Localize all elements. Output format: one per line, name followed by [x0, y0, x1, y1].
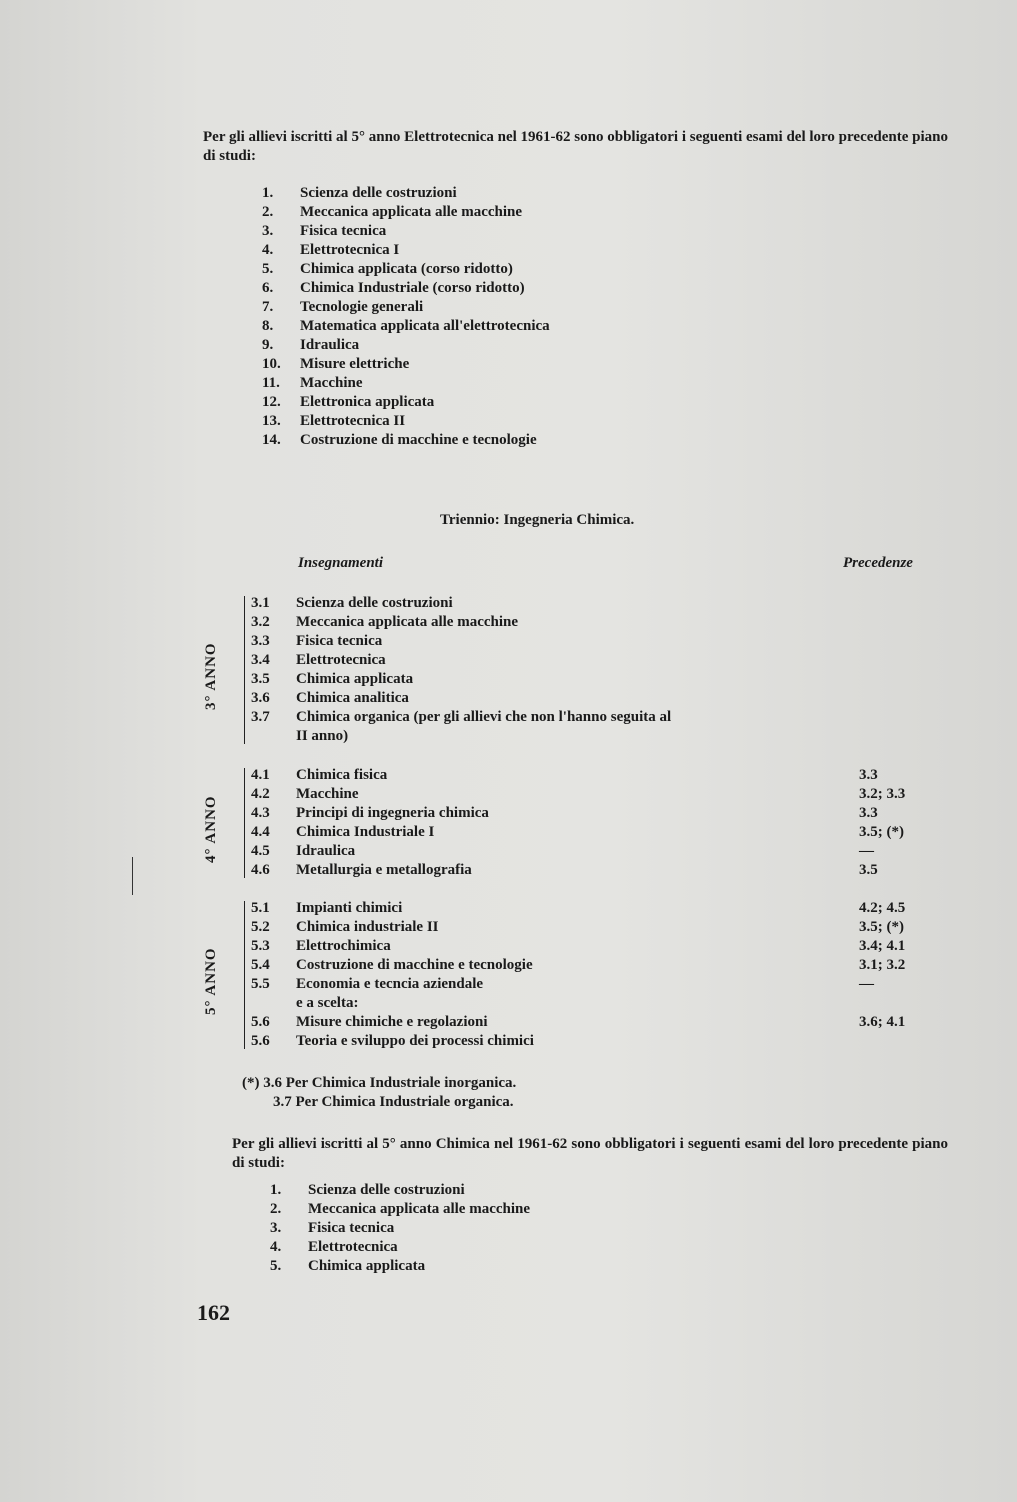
course-code: 3.4 — [251, 652, 270, 668]
course-code: 3.6 — [251, 690, 270, 706]
course-subject: Impianti chimici — [296, 900, 403, 916]
course-subject: Teoria e sviluppo dei processi chimici — [296, 1033, 534, 1049]
course-code: 5.6 — [251, 1033, 270, 1049]
year-brace — [244, 901, 245, 1049]
course-precedence: 3.5; (*) — [859, 919, 904, 935]
course-code: 5.1 — [251, 900, 270, 916]
required-exams-list-electrotechnics — [262, 184, 550, 450]
list-item-text: Tecnologie generali — [300, 299, 424, 315]
list-item — [262, 393, 550, 412]
course-precedence: 3.1; 3.2 — [859, 957, 906, 973]
course-subject: Chimica organica (per gli allievi che non l'hanno seguita al — [296, 709, 672, 725]
course-precedence: 3.5 — [859, 862, 878, 878]
course-subject: Chimica industriale II — [296, 919, 439, 935]
list-item — [262, 298, 550, 317]
list-item — [262, 203, 550, 222]
course-code: 3.5 — [251, 671, 270, 687]
list-item-number: 5. — [270, 1258, 282, 1274]
list-item-text: Misure elettriche — [300, 356, 410, 372]
course-code: 4.5 — [251, 843, 270, 859]
list-item-text: Chimica applicata (corso ridotto) — [300, 261, 513, 277]
course-precedence: 3.2; 3.3 — [859, 786, 906, 802]
course-code: 4.1 — [251, 767, 270, 783]
list-item-number: 11. — [262, 375, 280, 391]
list-item-number: 8. — [262, 318, 274, 334]
list-item-text: Elettronica applicata — [300, 394, 435, 410]
list-item-number: 4. — [262, 242, 274, 258]
course-subject: Principi di ingegneria chimica — [296, 805, 489, 821]
list-item — [262, 279, 550, 298]
course-subject: Economia e tecncia aziendale — [296, 976, 484, 992]
course-precedence: — — [859, 976, 874, 992]
year-label: 3° ANNO — [203, 642, 219, 710]
year-brace — [244, 596, 245, 744]
course-code: 5.4 — [251, 957, 270, 973]
list-item-text: Idraulica — [300, 337, 360, 353]
list-item-text: Chimica Industriale (corso ridotto) — [300, 280, 525, 296]
list-item-number: 4. — [270, 1239, 282, 1255]
course-subject: Scienza delle costruzioni — [296, 595, 453, 611]
page-number: 162 — [197, 1300, 230, 1325]
list-item — [262, 317, 550, 336]
list-item — [262, 241, 550, 260]
list-item — [270, 1219, 530, 1238]
required-exams-list-chemistry — [270, 1181, 530, 1276]
course-subject: Fisica tecnica — [296, 633, 383, 649]
course-subject: Chimica Industriale I — [296, 824, 435, 840]
course-precedence: 3.4; 4.1 — [859, 938, 906, 954]
list-item — [262, 374, 550, 393]
list-item-text: Elettrotecnica I — [300, 242, 400, 258]
list-item-text: Fisica tecnica — [308, 1220, 395, 1236]
year-brace — [244, 768, 245, 878]
course-code: 4.4 — [251, 824, 270, 840]
course-code: 3.1 — [251, 595, 270, 611]
list-item-text: Meccanica applicata alle macchine — [300, 204, 523, 220]
list-item-number: 7. — [262, 299, 274, 315]
list-item-text: Costruzione di macchine e tecnologie — [300, 432, 537, 448]
course-precedence: — — [859, 843, 874, 859]
course-subject: e a scelta: — [296, 995, 359, 1011]
list-item — [262, 431, 550, 450]
list-item-number: 1. — [262, 185, 274, 201]
course-subject: Idraulica — [296, 843, 356, 859]
course-code: 3.7 — [251, 709, 270, 725]
list-item-number: 1. — [270, 1182, 282, 1198]
course-precedence: 3.6; 4.1 — [859, 1014, 906, 1030]
course-subject: Misure chimiche e regolazioni — [296, 1014, 488, 1030]
list-item-text: Scienza delle costruzioni — [308, 1182, 465, 1198]
triennio-prefix: Triennio: — [440, 512, 500, 528]
course-code: 5.6 — [251, 1014, 270, 1030]
course-code: 3.3 — [251, 633, 270, 649]
list-item-text: Matematica applicata all'elettrotecnica — [300, 318, 550, 334]
list-item-text: Elettrotecnica — [308, 1239, 398, 1255]
list-item-text: Meccanica applicata alle macchine — [308, 1201, 531, 1217]
course-subject: Metallurgia e metallografia — [296, 862, 472, 878]
course-code: 5.3 — [251, 938, 270, 954]
course-precedence: 4.2; 4.5 — [859, 900, 906, 916]
year-label: 5° ANNO — [203, 947, 219, 1015]
course-subject: Costruzione di macchine e tecnologie — [296, 957, 533, 973]
header-insegnamenti: Insegnamenti — [298, 555, 384, 571]
course-subject: Elettrochimica — [296, 938, 391, 954]
course-subject: Macchine — [296, 786, 359, 802]
list-item-number: 2. — [262, 204, 274, 220]
list-item-number: 2. — [270, 1201, 282, 1217]
course-subject: Chimica analitica — [296, 690, 409, 706]
header-precedenze: Precedenze — [843, 555, 913, 571]
list-item-number: 13. — [262, 413, 281, 429]
list-item — [262, 222, 550, 241]
course-subject: Meccanica applicata alle macchine — [296, 614, 519, 630]
margin-mark — [132, 857, 133, 895]
list-item-number: 5. — [262, 261, 274, 277]
footnote-2: 3.7 Per Chimica Industriale organica. — [273, 1094, 514, 1110]
list-item-number: 10. — [262, 356, 281, 372]
list-item-text: Elettrotecnica II — [300, 413, 406, 429]
course-precedence: 3.5; (*) — [859, 824, 904, 840]
list-item-number: 3. — [270, 1220, 282, 1236]
list-item-text: Fisica tecnica — [300, 223, 387, 239]
course-code: 3.2 — [251, 614, 270, 630]
intro-paragraph-chemistry: Per gli allievi iscritti al 5° anno Chimica nel 1961-62 sono obbligatori i seguenti esami del loro precedente piano di studi: — [232, 1136, 948, 1171]
list-item — [262, 260, 550, 279]
list-item-number: 3. — [262, 223, 274, 239]
list-item — [262, 355, 550, 374]
list-item — [262, 336, 550, 355]
course-code: 4.6 — [251, 862, 270, 878]
list-item-text: Macchine — [300, 375, 363, 391]
list-item-number: 6. — [262, 280, 274, 296]
list-item — [270, 1257, 530, 1276]
list-item-number: 12. — [262, 394, 281, 410]
triennio-name: Ingegneria Chimica. — [503, 512, 635, 528]
list-item — [262, 184, 550, 203]
triennio-title — [440, 512, 634, 529]
list-item — [262, 412, 550, 431]
course-subject: II anno) — [296, 728, 349, 744]
list-item-number: 9. — [262, 337, 274, 353]
list-item — [270, 1181, 530, 1200]
year-label: 4° ANNO — [203, 795, 219, 863]
course-code: 5.2 — [251, 919, 270, 935]
list-item-text: Chimica applicata — [308, 1258, 426, 1274]
list-item-text: Scienza delle costruzioni — [300, 185, 457, 201]
course-precedence: 3.3 — [859, 805, 878, 821]
list-item-number: 14. — [262, 432, 281, 448]
course-code: 4.2 — [251, 786, 270, 802]
course-precedence: 3.3 — [859, 767, 878, 783]
course-subject: Chimica applicata — [296, 671, 414, 687]
list-item — [270, 1238, 530, 1257]
course-subject: Elettrotecnica — [296, 652, 386, 668]
course-code: 5.5 — [251, 976, 270, 992]
course-subject: Chimica fisica — [296, 767, 388, 783]
intro-paragraph-electrotechnics: Per gli allievi iscritti al 5° anno Elettrotecnica nel 1961-62 sono obbligatori i seguenti esami del loro precedente piano di studi: — [203, 129, 948, 164]
footnote-1: (*) 3.6 Per Chimica Industriale inorganica. — [242, 1075, 517, 1091]
list-item — [270, 1200, 530, 1219]
course-code: 4.3 — [251, 805, 270, 821]
